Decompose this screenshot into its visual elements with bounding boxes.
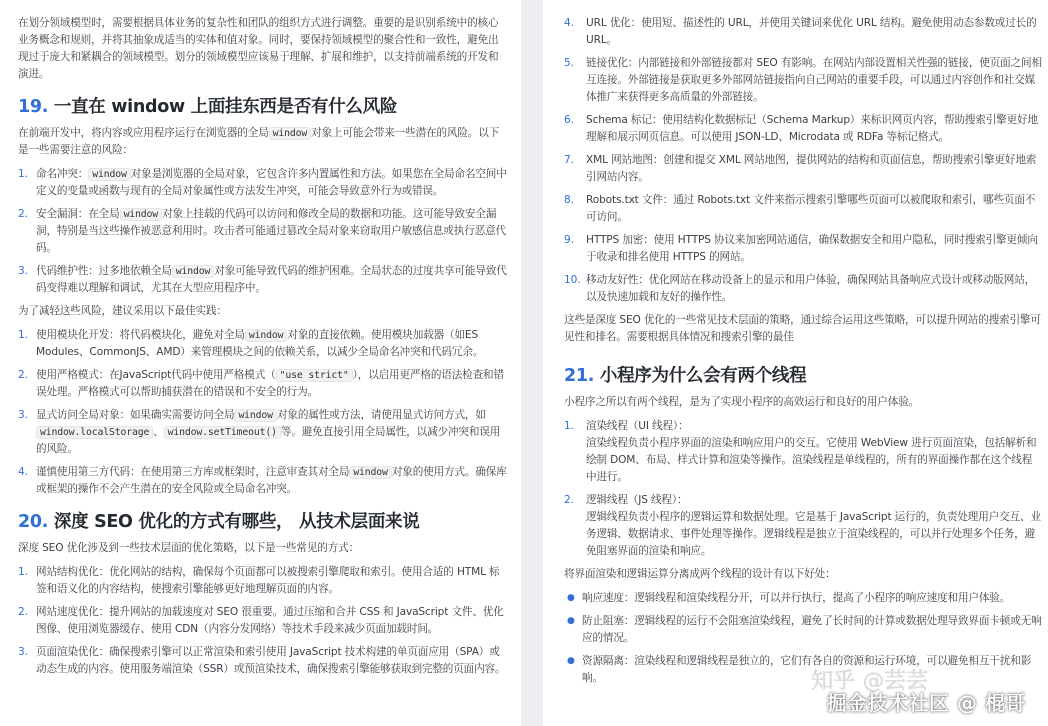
text: 使用严格模式：在JavaScript代码中使用严格模式（ [36,369,276,381]
inline-code: window [269,127,312,140]
inline-code: window [234,409,277,422]
list-marker: 2. [18,606,28,618]
heading-20 [18,510,507,534]
seo-list-continued [564,15,1042,306]
list-marker: 3. [18,409,28,421]
list-item [18,166,507,200]
text: ），以启用更严格的语法检查和错误处理。严格模式可以帮助捕获潜在的错误和不安全的行为。 [36,369,504,398]
list-marker: 9. [564,234,574,246]
heading-text: 深度 SEO 优化的方式有哪些， 从技术层面来说 [53,512,420,532]
list-marker: 4. [564,17,574,29]
text: 网站结构优化：优化网站的结构，确保每个页面都可以被搜索引擎爬取和索引。使用合适的 HTML 标签和语义化的内容结构，使搜索引擎能够更好地理解页面的内容。 [36,566,500,595]
text: 对象是浏览器的全局对象，它包含许多内置属性和方法。如果您在全局命名空间中定义的变量或函数与现有的全局对象属性或方法发生冲突，可能会导致意外行为或错误。 [36,168,507,197]
inline-code: window.setTimeout() [164,426,281,439]
heading-number: 20. [18,512,49,532]
heading-text: 一直在 window 上面挂东西是否有什么风险 [53,97,398,117]
list-marker: 1. [18,168,28,180]
list-item [564,653,1042,687]
benefits-intro: 将界面渲染和逻辑运算分离成两个线程的设计有以下好处： [564,568,836,580]
list-marker: 7. [564,154,574,166]
text: 对象的属性或方法，请使用显式访问方式，如 [276,409,486,421]
text: 移动友好性：优化网站在移动设备上的显示和用户体验，确保网站具备响应式设计或移动版网站，以及快速加载和友好的操作性。 [586,274,1036,303]
thread-heading: 渲染线程（UI 线程）： [586,420,689,432]
list-item [564,492,1042,560]
text: 对象的使用方式。确保库或框架的操作不会产生潜在的安全风险或全局命名冲突。 [36,466,507,495]
inline-code: window [88,168,131,181]
list-item [18,263,507,297]
text: 代码维护性：过多地依赖全局 [36,265,172,277]
bullet-icon: ● [567,593,575,603]
text: 链接优化：内部链接和外部链接都对 SEO 有影响。在网站内部设置相关性强的链接，使页面之间相互连接。外部链接是获取更多外部网站链接指向自己网站的重要手段，可以通过内容创作和社交媒体推广来获得更多高质量的外部链接。 [586,57,1042,103]
list-marker: 1. [18,566,28,578]
heading-number: 21. [564,366,595,386]
list-item [18,464,507,498]
watermark: 掘金技术社区 @ 棍哥 [826,691,1026,715]
text: 安全漏洞：在全局 [36,208,120,220]
list-item [18,644,507,678]
practice-list [18,327,507,498]
text: 对象的直接依赖。使用模块加载器（如ES Modules、CommonJS、AMD）来管理模块之间的依赖关系，以减少全局命名冲突和代码冗余。 [36,329,484,358]
list-item [18,407,507,458]
benefit-list [564,590,1042,687]
inline-code: window.localStorage [36,426,153,439]
list-marker: 4. [18,466,28,478]
text: 、 [153,426,164,438]
text: 页面渲染优化：确保搜索引擎可以正常渲染和索引使用 JavaScript 技术构建的单页面应用（SPA）或动态生成的内容。使用服务端渲染（SSR）或预渲染技术，确保搜索引擎能够获取到完整的页面内容。 [36,646,506,675]
thread-text: 渲染线程负责小程序界面的渲染和响应用户的交互。它使用 WebView 进行页面渲染，包括解析和绘制 DOM、布局、样式计算和渲染等操作。渲染线程是单线程的，所有的界面操作都在这个线程中进行。 [586,437,1037,483]
list-item [564,15,1042,49]
heading-text: 小程序为什么会有两个线程 [599,366,807,386]
text: 使用模块化开发：将代码模块化，避免对全局 [36,329,245,341]
text: XML 网站地图：创建和提交 XML 网站地图，提供网站的结构和页面信息，帮助搜索引擎更好地索引网站内容。 [586,154,1037,183]
text: 网站速度优化：提升网站的加载速度对 SEO 很重要。通过压缩和合并 CSS 和 JavaScript 文件、优化图像、使用浏览器缓存、使用 CDN（内容分发网络）等技术手段来减少页面加载时间。 [36,606,504,635]
section-20-intro: 深度 SEO 优化涉及到一些技术层面的优化策略，以下是一些常见的方式： [18,542,360,554]
thread-list [564,418,1042,560]
risk-list [18,166,507,297]
inline-code: window [172,265,215,278]
inline-code: window [120,208,163,221]
list-item [564,192,1042,226]
section-19-intro [18,125,507,159]
list-item [564,152,1042,186]
thread-text: 逻辑线程负责小程序的逻辑运算和数据处理。它是基于 JavaScript 运行的，负责处理用户交互、业务逻辑、数据请求、事件处理等操作。逻辑线程是独立于渲染线程的，可以并行处理多个任务，避免阻塞界面的渲染和响应。 [586,511,1041,557]
list-marker: 8. [564,194,574,206]
heading-21 [564,364,1042,388]
text: 防止阻塞：逻辑线程的运行不会阻塞渲染线程，避免了长时间的计算或数据处理导致界面卡顿或无响应的情况。 [582,615,1042,644]
list-item [18,564,507,598]
inline-code: window [349,466,392,479]
domain-model-paragraph: 在划分领域模型时，需要根据具体业务的复杂性和团队的组织方式进行调整。重要的是识别系统中的核心业务概念和规则，并将其抽象成适当的实体和值对象。同时，要保持领域模型的聚合性和一致性，避免出现过于庞大和紧耦合的领域模型。划分的领域模型应该易于理解、扩展和维护，以支持前端系统的开发和演进。 [18,17,499,80]
text: 对象可能导致代码的维护困难。全局状态的过度共享可能导致代码变得难以理解和调试，尤其在大型应用程序中。 [36,265,507,294]
list-item [18,367,507,401]
seo-summary: 这些是深度 SEO 优化的一些常见技术层面的策略，通过综合运用这些策略，可以提升网站的搜索引擎可见性和排名。需要根据具体情况和搜索引擎的最佳 [564,314,1041,343]
list-marker: 6. [564,114,574,126]
inline-code: window [245,329,288,342]
list-marker: 3. [18,265,28,277]
list-marker: 3. [18,646,28,658]
list-item [564,590,1042,607]
list-marker: 5. [564,57,574,69]
list-marker: 1. [18,329,28,341]
list-item [564,232,1042,266]
text: 在前端开发中，将内容或应用程序运行在浏览器的全局 [18,127,269,139]
text: 对象上挂载的代码可以访问和修改全局的数据和功能。这可能导致安全漏洞，特别是当这些操作被恶意利用时。攻击者可能通过篡改全局对象来窃取用户敏感信息或执行恶意代码。 [36,208,506,254]
bullet-icon: ● [567,656,575,666]
text: 命名冲突： [36,168,89,180]
list-item [564,418,1042,486]
practices-intro: 为了减轻这些风险，建议采用以下最佳实践： [18,305,227,317]
section-21-intro: 小程序之所以有两个线程，是为了实现小程序的高效运行和良好的用户体验。 [564,396,920,408]
list-marker: 10. [564,274,581,286]
text: URL 优化：使用短、描述性的 URL，并使用关键词来优化 URL 结构。避免使用动态参数或过长的 URL。 [586,17,1037,46]
list-item [564,613,1042,647]
text: Schema 标记：使用结构化数据标记（Schema Markup）来标识网页内容，帮助搜索引擎更好地理解和展示网页信息。可以使用 JSON-LD、Microdata 或 RDFa 等标记格式。 [586,114,1038,143]
bullet-icon: ● [567,616,575,626]
text: 对象上可能会带来一些潜在的风险。以下是一些需要注意的风险： [18,127,500,156]
list-item [18,604,507,638]
text: HTTPS 加密：使用 HTTPS 协议来加密网站通信，确保数据安全和用户隐私，同时搜索引擎更倾向于收录和排名使用 HTTPS 的网站。 [586,234,1038,263]
list-marker: 1. [564,420,574,432]
heading-number: 19. [18,97,49,117]
left-page [0,0,521,726]
thread-heading: 逻辑线程（JS 线程）： [586,494,688,506]
list-marker: 2. [564,494,574,506]
list-marker: 2. [18,369,28,381]
list-item [564,272,1042,306]
inline-code: "use strict" [276,369,353,382]
list-item [18,206,507,257]
faint-watermark: 知乎 @芸芸 [811,669,928,694]
heading-19 [18,95,507,119]
seo-list [18,564,507,678]
text: Robots.txt 文件：通过 Robots.txt 文件来指示搜索引擎哪些页面可以被爬取和索引，哪些页面不可访问。 [586,194,1036,223]
text: 资源隔离：渲染线程和逻辑线程是独立的，它们有各自的资源和运行环境，可以避免相互干扰和影响。 [582,655,1032,684]
text: 显式访问全局对象：如果确实需要访问全局 [36,409,235,421]
list-item [564,55,1042,106]
list-item [18,327,507,361]
list-marker: 2. [18,208,28,220]
text: 响应速度：逻辑线程和渲染线程分开，可以并行执行，提高了小程序的响应速度和用户体验。 [582,592,1011,604]
list-item [564,112,1042,146]
text: 谨慎使用第三方代码：在使用第三方库或框架时，注意审查其对全局 [36,466,350,478]
text: 等。避免直接引用全局属性，以减少冲突和误用的风险。 [36,426,501,455]
right-page [543,0,1048,726]
